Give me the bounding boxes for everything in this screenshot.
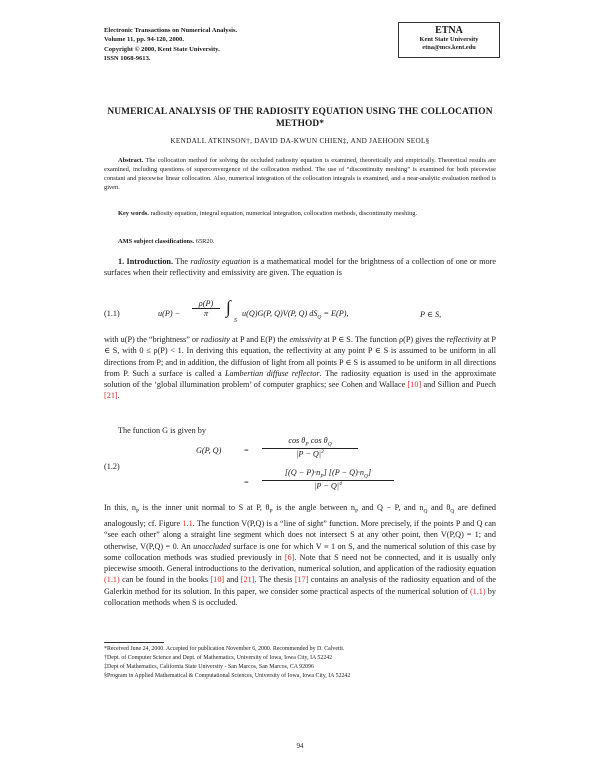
integral-subscript: S bbox=[234, 318, 237, 324]
p3-text: contains an analysis of the radiosity equation and of the Galerkin method for its solution. In this paper, we consider some practical aspects of the numerical solution of bbox=[104, 575, 497, 596]
abstract-label: Abstract. bbox=[118, 157, 144, 164]
intro-text-a: The bbox=[175, 257, 191, 266]
p3-text: can be found in the books bbox=[119, 575, 211, 585]
eq-integrand: u(Q)G(P, Q)V(P, Q) $dS_Q = E(P)$, bbox=[242, 309, 349, 321]
figure-link[interactable]: 1.1 bbox=[182, 518, 193, 528]
etna-box bbox=[398, 22, 500, 58]
journal-copyright: Copyright © 2000, Kent State University. bbox=[104, 45, 220, 53]
p3-text: are defined analogously; cf. Figure bbox=[104, 503, 497, 528]
p2-text-7: . bbox=[117, 391, 120, 401]
paragraph-3: In this, $n_P$ is the inner unit normal to S at P, $\theta_P$ is the angle between $n_P$ and Q − P, and $n_Q$ and $\theta_Q$ are defined analogously; cf. Figure 1.1. The function V(P,Q) is a “line of sight” function. More precisely, if the points P and Q can “see each other” along a straight line segment which does not intersect S at any other point, then V(P,Q) = 1; and otherwise, V(P,Q) = 0. An unoccluded surface is one for which V ≡ 1 on S, and the numerical solution of this case by some collocation methods was studied previously in [6]. Note that S need not be connected, and it is usually only piecewise smooth. General introductions to the derivation, numerical solution, and application of the radiosity equation (1.1) can be found in the books [10] and [21]. The thesis [17] contains an analysis of the radiosity equation and of the Galerkin method for its solution. In this paper, we consider some practical aspects of the numerical solution of (1.1) by collocation methods when S is occluded. bbox=[104, 503, 497, 608]
equation-number: (1.1) bbox=[104, 309, 120, 318]
ams-label: AMS subject classifications. bbox=[118, 238, 195, 245]
function-g-intro: The function G is given by bbox=[118, 426, 206, 435]
term-reflectivity: reflectivity bbox=[446, 335, 482, 344]
etna-university: Kent State University bbox=[419, 36, 479, 43]
equation-link[interactable]: (1.1) bbox=[469, 586, 486, 596]
p3-text: and Q − P, and n bbox=[358, 503, 424, 512]
citation-link[interactable]: [21] bbox=[240, 575, 255, 585]
eq-rho-frac: ρ(P) π bbox=[192, 299, 220, 318]
journal-header bbox=[104, 26, 237, 64]
keywords bbox=[104, 210, 496, 219]
footnote-affil-1: †Dept. of Computer Science and Dept. of Mathematics, University of Iowa, Iowa City, IA 52242 bbox=[104, 655, 333, 661]
etna-title: ETNA bbox=[435, 25, 463, 36]
intro-text-b: is a mathematical model for the brightness of a collection of one or more surfaces when their reflectivity and emissivity are given. The equation is bbox=[104, 257, 497, 278]
citation-link[interactable]: [10] bbox=[407, 380, 422, 390]
footnote-received: *Received June 24, 2000. Accepted for publication November 6, 2000. Recommended by D. Calvetti. bbox=[104, 646, 345, 652]
paper-title: NUMERICAL ANALYSIS OF THE RADIOSITY EQUATION USING THE COLLOCATION METHOD* bbox=[107, 107, 493, 129]
keywords-text: radiosity equation, integral equation, numerical integration, collocation methods, discontinuity meshing. bbox=[150, 210, 418, 217]
p3-text: . The thesis bbox=[254, 575, 295, 585]
journal-volume: Volume 11, pp. 94-120, 2000. bbox=[104, 36, 184, 44]
p2-text-5: . The radiosity equation is used in the approximate solution of the ‘global illumination problem’ of computer graphics; see Cohen and Wallace bbox=[104, 368, 496, 390]
citation-link[interactable]: [6] bbox=[284, 552, 295, 562]
ams-text: 65R20. bbox=[195, 238, 215, 245]
p3-text: In this, n bbox=[104, 503, 136, 512]
integral-sign: ∫ bbox=[226, 297, 231, 317]
equation-1-2 bbox=[104, 438, 496, 498]
page-number: 94 bbox=[296, 742, 304, 750]
keywords-label: Key words. bbox=[118, 210, 149, 217]
term-emissivity: emissivity bbox=[289, 335, 322, 344]
p3-text: . The function V(P,Q) is a “line of sight” function. More precisely, if the points P and Q can “see each other” along a straight line segment which does not intersect S at any other point, then V(P,Q) = 1; and otherwise, V(P,Q) = 0. An bbox=[104, 518, 497, 551]
abstract-text: The collocation method for solving the occluded radiosity equation is examined, theoretically and empirically. Theoretical results are examined, including questions of superconvergence of the collocation method. The use of “discontinuity meshing” is examined for both piecewise constant and piecewise linear collocation. Also, numerical integration of the collocation integrals is examined, and a near-analytic evaluation method is given. bbox=[104, 157, 496, 191]
p2-text-4: at P ∈ S, with 0 ≤ ρ(P) < 1. In deriving this equation, the reflectivity at any point P ∈ S is assumed to be uniform in all directions from P; and in addition, the diffusion of light from all points P ∈ S is assumed to be uniform in all directions from P. Such a surface is called a bbox=[104, 335, 496, 378]
eq-equals-1: = bbox=[244, 446, 249, 455]
p2-text-1: with u(P) the “brightness” or bbox=[104, 335, 201, 344]
journal-name: Electronic Transactions on Numerical Analysis. bbox=[104, 27, 238, 34]
section-heading: 1. Introduction. bbox=[118, 257, 174, 266]
footnote-affil-2: ‡Dept of Mathematics, California State University - San Marcos, San Marcos, CA 92096 bbox=[104, 664, 314, 670]
etna-email[interactable]: etna@mcs.kent.edu bbox=[422, 44, 476, 52]
term-unoccluded: unoccluded bbox=[193, 541, 231, 551]
abstract bbox=[104, 157, 496, 193]
footnote-affil-3: §Program in Applied Mathematical & Computational Sciences, University of Iowa, Iowa City, IA 52242 bbox=[104, 673, 351, 679]
p3-text: by collocation methods when S is occluded. bbox=[104, 586, 496, 608]
p3-text: is the angle between n bbox=[272, 503, 355, 512]
eq-u-p: u(P) − bbox=[158, 309, 181, 318]
p3-text: and θ bbox=[427, 503, 451, 512]
p3-text: is the inner unit normal to S at P, θ bbox=[139, 503, 270, 512]
p3-text: and bbox=[224, 575, 241, 585]
equation-1-1 bbox=[104, 299, 496, 333]
footnote-rule bbox=[104, 642, 164, 643]
term-lambertian: Lambertian diffuse reflector bbox=[224, 368, 320, 378]
term-radiosity-equation: radiosity equation bbox=[190, 257, 251, 266]
term-radiosity: radiosity bbox=[200, 335, 230, 344]
intro-paragraph bbox=[104, 256, 496, 279]
eq-g-frac-1: $\cos \theta_P$ $\cos \theta_Q$ $|P - Q|^2$ bbox=[262, 436, 358, 458]
equation-condition: P ∈ S, bbox=[420, 310, 442, 319]
eq-g-frac-2: $[(Q - P)\cdot n_P]$ $[(P - Q)\cdot n_Q]$ $|P - Q|^4$ bbox=[262, 468, 394, 490]
p2-text-3: at P ∈ S. The function ρ(P) gives the bbox=[321, 335, 447, 344]
citation-link[interactable]: [10] bbox=[210, 575, 225, 585]
equation-link[interactable]: (1.1) bbox=[104, 575, 120, 585]
paragraph-2 bbox=[104, 334, 496, 402]
p3-text: . Note that S need not be connected, and it is usually only piecewise smooth. General introductions to the derivation, numerical solution, and application of the radiosity equation bbox=[104, 552, 496, 574]
equation-number: (1.2) bbox=[104, 462, 120, 471]
paper-authors: KENDALL ATKINSON†, DAVID DA-KWUN CHIEN‡, AND JAEHOON SEOL§ bbox=[170, 137, 430, 145]
p3-text: surface is one for which V ≡ 1 on S, and the numerical solution of this case by some collocation methods was studied previously in bbox=[104, 541, 496, 562]
eq-g-lhs: G(P, Q) bbox=[196, 446, 222, 455]
p2-text-2: at P and E(P) the bbox=[229, 335, 290, 344]
eq-equals-2: = bbox=[244, 478, 249, 487]
p2-text-6: and Sillion and Puech bbox=[421, 380, 496, 390]
ams-classification bbox=[118, 238, 214, 245]
citation-link[interactable]: [17] bbox=[294, 575, 309, 585]
citation-link[interactable]: [21] bbox=[104, 391, 118, 401]
journal-issn: ISSN 1068-9613. bbox=[104, 55, 151, 63]
